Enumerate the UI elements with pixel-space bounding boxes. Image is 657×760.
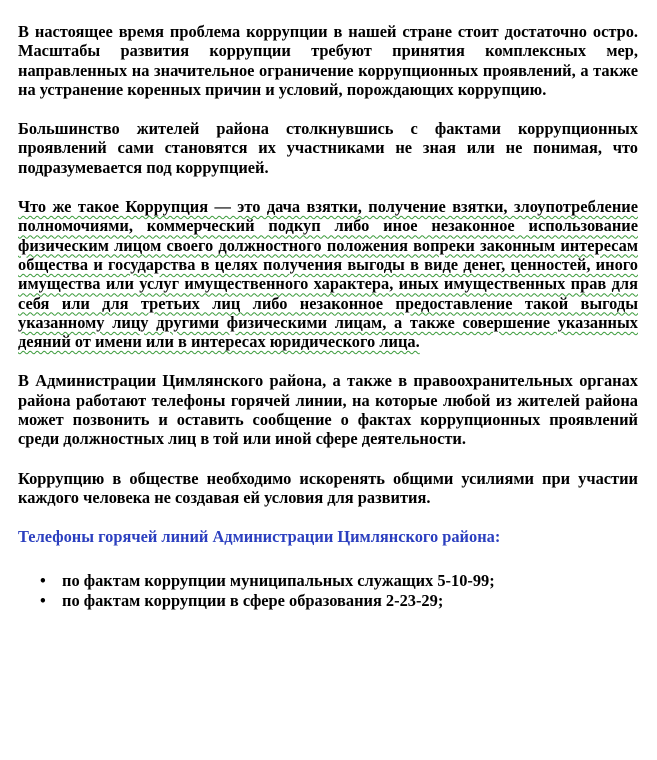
paragraph-call-to-action: Коррупцию в обществе необходимо искоренять общими усилиями при участии каждого человека не создавая ей условия для развития. — [18, 468, 638, 507]
document-body — [18, 22, 638, 611]
bullet-icon: • — [40, 590, 46, 610]
hotline-list — [18, 571, 638, 611]
list-item — [18, 591, 638, 610]
hotline-heading: Телефоны горячей линий Администрации Цимлянского района: — [18, 527, 501, 547]
paragraph-definition: Что же такое Коррупция — это дача взятки, получение взятки, злоупотребление полномочиями, коммерческий подкуп либо иное незаконное использование физическим лицом своего должностного положения вопреки законным интересам общества и государства в целях получения выгоды в виде денег, ценностей, иного имущества или услуг имущественного характера, иных имущественных прав для себя или для третьих лиц либо незаконное предоставление такой выгоды указанному лицу другими физическими лицам, а также совершение указанных деяний от имени или в интересах юридического лица. — [18, 197, 638, 352]
list-item-text: по фактам коррупции муниципальных служащих 5-10-99; — [62, 570, 495, 590]
paragraph-residents: Большинство жителей района столкнувшись с фактами коррупционных проявлений сами становятся их участниками не зная или не понимая, что подразумевается под коррупцией. — [18, 119, 638, 177]
list-item — [18, 571, 638, 590]
paragraph-hotlines: В Администрации Цимлянского района, а также в правоохранительных органах района работают телефоны горячей линии, на которые любой из жителей района может позвонить и оставить сообщение о фактах коррупционных проявлений среди должностных лиц в той или иной сфере деятельности. — [18, 371, 638, 449]
list-item-text: по фактам коррупции в сфере образования 2-23-29; — [62, 590, 444, 610]
bullet-icon: • — [40, 570, 46, 590]
paragraph-intro: В настоящее время проблема коррупции в нашей стране стоит достаточно остро. Масштабы развития коррупции требуют принятия комплексных мер, направленных на значительное ограничение коррупционных проявлений, а также на устранение коренных причин и условий, порождающих коррупцию. — [18, 22, 638, 99]
